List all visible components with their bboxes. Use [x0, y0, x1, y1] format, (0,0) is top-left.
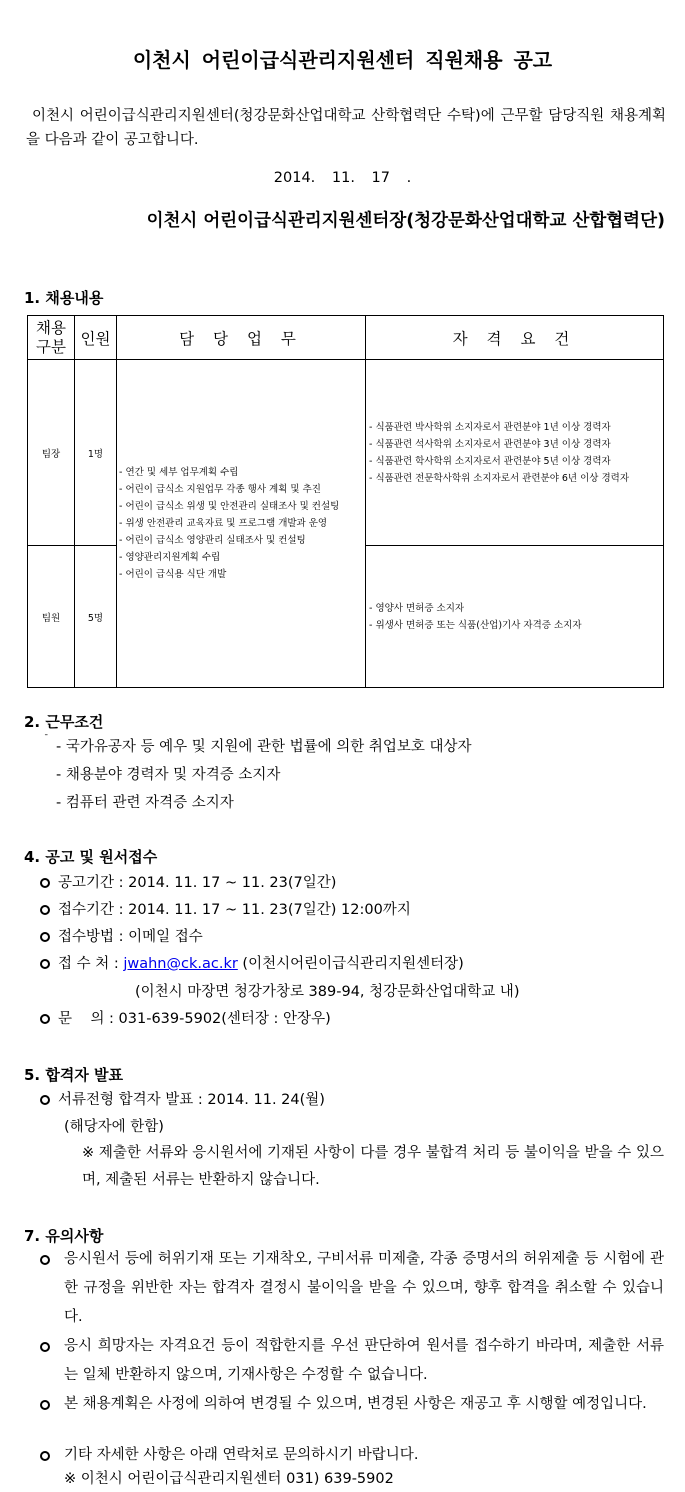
- announce-period: [40, 873, 336, 893]
- duty-line: - 어린이 급식소 위생 및 안전관리 실태조사 및 컨설팅: [119, 501, 340, 512]
- section-4-heading: 4. 공고 및 원서접수: [24, 848, 158, 866]
- row-count: 5명: [75, 546, 117, 688]
- table-row: [28, 360, 664, 546]
- requirement-line: - 위생사 면허증 또는 식품(산업)기사 자격증 소지자: [369, 619, 582, 631]
- condition-item: - 국가유공자 등 예우 및 지원에 관한 법률에 의한 취업보호 대상자: [56, 739, 472, 755]
- announce-period-text: 공고기간 : 2014. 11. 17 ~ 11. 23(7일간): [58, 875, 337, 891]
- intro-paragraph: 이천시 어린이급식관리지원센터(청강문화산업대학교 산학협력단 수탁)에 근무할 담당직원 채용계획을 다음과 같이 공고합니다.: [26, 108, 666, 148]
- receipt-method-text: 접수방법 : 이메일 접수: [58, 929, 203, 945]
- header-requirements: 자 격 요 건: [366, 316, 664, 360]
- requirements-cell: [366, 546, 664, 688]
- duty-line: - 어린이 급식소 영양관리 실태조사 및 컨설팅: [119, 535, 306, 546]
- circle-bullet-icon: [40, 959, 50, 969]
- condition-item: - 컴퓨터 관련 자격증 소지자: [56, 795, 234, 811]
- notice-date: 2014. 11. 17 .: [273, 170, 412, 186]
- circle-bullet-icon: [40, 1014, 50, 1024]
- result-subnote: (해당자에 한함): [64, 1119, 164, 1135]
- receipt-destination-org: (이천시어린이급식관리지원센터장): [237, 956, 464, 972]
- result-announcement-text: 서류전형 합격자 발표 : 2014. 11. 24(월): [58, 1092, 325, 1108]
- header-category: 채용 구분: [28, 316, 75, 360]
- notice-title: 이천시 어린이급식관리지원센터 직원채용 공고: [132, 48, 553, 72]
- receipt-period-text: 접수기간 : 2014. 11. 17 ~ 11. 23(7일간) 12:00까지: [58, 902, 411, 918]
- receipt-method: [40, 927, 203, 947]
- caution-item: 응시 희망자는 자격요건 등이 적합한지를 우선 판단하여 원서를 접수하기 바라며, 제출한 서류는 일체 반환하지 않으며, 기재사항은 수정할 수 없습니다.: [64, 1338, 664, 1383]
- row-category: 팀장: [28, 360, 75, 546]
- circle-bullet-icon: [40, 1400, 50, 1410]
- duty-line: - 어린이 급식소 지원업무 각종 행사 계획 및 추진: [119, 484, 321, 495]
- caution-item: 응시원서 등에 허위기재 또는 기재착오, 구비서류 미제출, 각종 증명서의 허위제출 등 시험에 관한 규정을 위반한 자는 합격자 결정시 불이익을 받을 수 있으며, 향후 합격을 취소할 수 있습니다.: [64, 1251, 664, 1325]
- circle-bullet-icon: [40, 1342, 50, 1352]
- requirements-cell: [366, 360, 664, 546]
- section-7-heading: 7. 유의사항: [24, 1227, 104, 1245]
- requirement-line: - 식품관련 전문학사학위 소지자로서 관련분야 6년 이상 경력자: [369, 472, 630, 484]
- circle-bullet-icon: [40, 932, 50, 942]
- header-duties: 담 당 업 무: [117, 316, 366, 360]
- section-2-heading: 2. 근무조건: [24, 713, 104, 731]
- receipt-destination-label: 접 수 처 :: [58, 956, 124, 972]
- row-count: 1명: [75, 360, 117, 546]
- contact-info-text: 문 의 : 031-639-5902(센터장 : 안장우): [58, 1011, 331, 1027]
- receipt-address: (이천시 마장면 청강가창로 389-94, 청강문화산업대학교 내): [135, 984, 520, 1000]
- requirement-line: - 식품관련 박사학위 소지자로서 관련분야 1년 이상 경력자: [369, 421, 611, 433]
- duty-line: - 영양관리지원계획 수립: [119, 552, 221, 563]
- duties-cell: [117, 360, 366, 688]
- caution-item: 본 채용계획은 사정에 의하여 변경될 수 있으며, 변경된 사항은 재공고 후 시행할 예정입니다.: [64, 1396, 647, 1412]
- circle-bullet-icon: [40, 1255, 50, 1265]
- result-announcement: [40, 1090, 325, 1110]
- issuer-name: 이천시 어린이급식관리지원센터장(청강문화산업대학교 산합협력단): [146, 211, 665, 231]
- caution-contact: ※ 이천시 어린이급식관리지원센터 031) 639-5902: [64, 1471, 394, 1487]
- circle-bullet-icon: [40, 878, 50, 888]
- requirement-line: - 식품관련 학사학위 소지자로서 관련분야 5년 이상 경력자: [369, 455, 611, 467]
- contact-info: [40, 1009, 331, 1029]
- duty-line: - 어린이 급식용 식단 개발: [119, 569, 227, 580]
- result-warning: [82, 1140, 664, 1194]
- email-link[interactable]: jwahn@ck.ac.kr: [123, 956, 238, 972]
- requirement-line: - 식품관련 석사학위 소지자로서 관련분야 3년 이상 경력자: [369, 438, 611, 450]
- circle-bullet-icon: [40, 905, 50, 915]
- circle-bullet-icon: [40, 1095, 50, 1105]
- result-warning-text: ※ 제출한 서류와 응시원서에 기재된 사항이 다를 경우 불합격 처리 등 불이익을 받을 수 있으며, 제출된 서류는 반환하지 않습니다.: [82, 1145, 664, 1188]
- stray-mark: ¯: [44, 734, 49, 744]
- receipt-period: [40, 900, 411, 920]
- recruitment-table: [27, 315, 664, 688]
- duty-line: - 위생 안전관리 교육자료 및 프로그램 개발과 운영: [119, 518, 328, 529]
- row-category: 팀원: [28, 546, 75, 688]
- receipt-destination: [40, 954, 464, 974]
- section-1-heading: 1. 채용내용: [24, 289, 104, 307]
- caution-item: 기타 자세한 사항은 아래 연락처로 문의하시기 바랍니다.: [64, 1447, 419, 1463]
- requirement-line: - 영양사 면허증 소지자: [369, 602, 465, 614]
- duty-line: - 연간 및 세부 업무계획 수립: [119, 467, 239, 478]
- section-5-heading: 5. 합격자 발표: [24, 1066, 124, 1084]
- header-count: 인원: [75, 316, 117, 360]
- circle-bullet-icon: [40, 1451, 50, 1461]
- table-header-row: [28, 316, 664, 360]
- condition-item: - 채용분야 경력자 및 자격증 소지자: [56, 767, 281, 783]
